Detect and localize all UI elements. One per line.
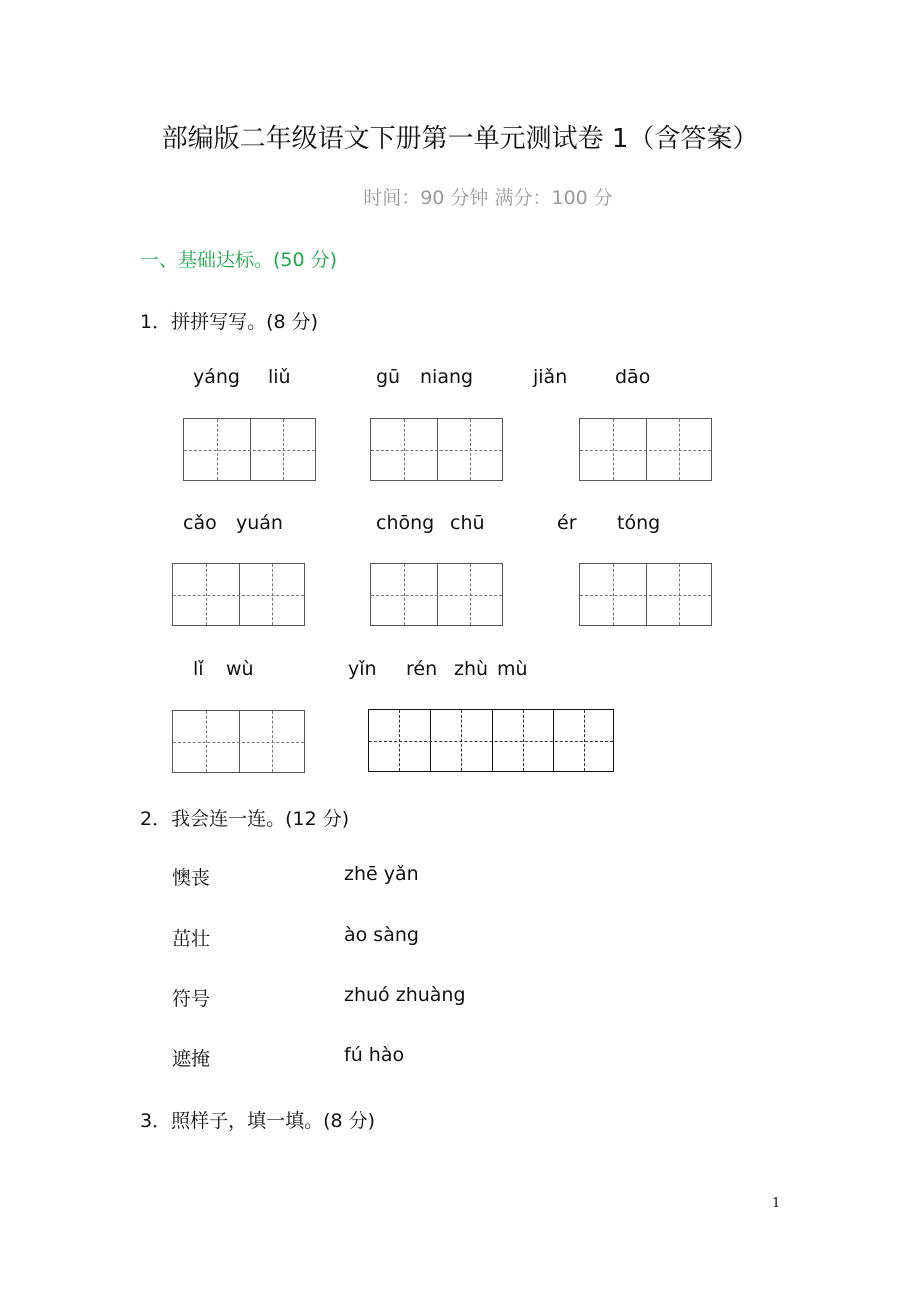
- pinyin-syllable: yǐn: [348, 658, 377, 680]
- question-3-title: 3．照样子，填一填。(8 分): [140, 1110, 376, 1132]
- writing-grid[interactable]: [172, 710, 305, 773]
- pinyin-item[interactable]: zhē yǎn: [344, 863, 419, 885]
- writing-grid[interactable]: [370, 563, 503, 626]
- word-item[interactable]: 符号: [172, 988, 211, 1010]
- writing-grid[interactable]: [183, 418, 316, 481]
- section-heading: 一、基础达标。(50 分): [140, 249, 338, 271]
- writing-grid[interactable]: [370, 418, 503, 481]
- pinyin-syllable: rén: [406, 658, 438, 680]
- pinyin-syllable: yáng: [193, 366, 240, 388]
- writing-grid[interactable]: [172, 563, 305, 626]
- pinyin-syllable: niang: [420, 366, 474, 388]
- pinyin-syllable: zhù: [454, 658, 489, 680]
- pinyin-syllable: dāo: [615, 366, 651, 388]
- word-item[interactable]: 懊丧: [172, 867, 211, 889]
- pinyin-syllable: liǔ: [268, 366, 291, 388]
- question-1-title: 1．拼拼写写。(8 分): [140, 311, 319, 333]
- pinyin-syllable: chū: [450, 512, 485, 534]
- pinyin-syllable: mù: [497, 658, 528, 680]
- pinyin-syllable: jiǎn: [533, 366, 568, 388]
- pinyin-syllable: yuán: [236, 512, 283, 534]
- pinyin-item[interactable]: zhuó zhuàng: [344, 984, 466, 1006]
- word-item[interactable]: 茁壮: [172, 928, 211, 950]
- pinyin-item[interactable]: ào sàng: [344, 924, 419, 946]
- writing-grid[interactable]: [579, 418, 712, 481]
- writing-grid[interactable]: [579, 563, 712, 626]
- page-title: 部编版二年级语文下册第一单元测试卷 1（含答案）: [161, 124, 759, 154]
- question-2-title: 2．我会连一连。(12 分): [140, 808, 350, 830]
- pinyin-syllable: tóng: [617, 512, 661, 534]
- pinyin-syllable: gū: [376, 366, 401, 388]
- pinyin-item[interactable]: fú hào: [344, 1044, 405, 1066]
- word-item[interactable]: 遮掩: [172, 1048, 211, 1070]
- page-number: 1: [772, 1196, 781, 1211]
- pinyin-syllable: cǎo: [183, 512, 217, 534]
- pinyin-syllable: wù: [226, 658, 254, 680]
- pinyin-syllable: chōng: [376, 512, 435, 534]
- pinyin-syllable: ér: [557, 512, 577, 534]
- writing-grid-wide[interactable]: [368, 709, 614, 772]
- pinyin-syllable: lǐ: [193, 658, 204, 680]
- exam-info: 时间：90 分钟 满分：100 分: [363, 187, 613, 209]
